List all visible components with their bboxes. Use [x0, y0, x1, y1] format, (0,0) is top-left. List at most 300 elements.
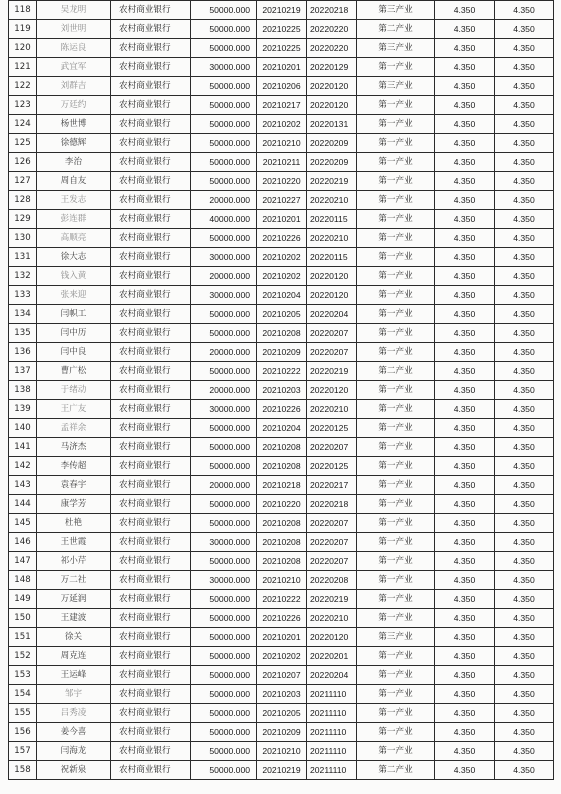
row-number-cell: 137: [9, 362, 37, 381]
interest-rate-cell: 4.350: [435, 20, 495, 39]
borrower-name-cell: 徐关: [37, 628, 111, 647]
industry-type-cell: 第一产业: [357, 495, 435, 514]
industry-type-cell: 第一产业: [357, 96, 435, 115]
end-date-cell: 20211110: [307, 761, 357, 780]
lender-bank-cell: 农村商业银行: [111, 704, 191, 723]
industry-type-cell: 第二产业: [357, 362, 435, 381]
industry-type-cell: 第二产业: [357, 761, 435, 780]
end-date-cell: 20220120: [307, 628, 357, 647]
interest-rate-cell: 4.350: [435, 39, 495, 58]
industry-type-cell: 第一产业: [357, 229, 435, 248]
lender-bank-cell: 农村商业银行: [111, 761, 191, 780]
table-row: [9, 590, 554, 609]
table-row: [9, 723, 554, 742]
row-number-cell: 144: [9, 495, 37, 514]
loan-amount-cell: 20000.000: [191, 191, 257, 210]
interest-rate-2-cell: 4.350: [495, 381, 554, 400]
interest-rate-2-cell: 4.350: [495, 723, 554, 742]
borrower-name-cell: 刘世明: [37, 20, 111, 39]
interest-rate-2-cell: 4.350: [495, 153, 554, 172]
table-row: [9, 533, 554, 552]
interest-rate-2-cell: 4.350: [495, 609, 554, 628]
start-date-cell: 20210208: [257, 438, 307, 457]
industry-type-cell: 第一产业: [357, 134, 435, 153]
table-row: [9, 381, 554, 400]
end-date-cell: 20220217: [307, 476, 357, 495]
loan-amount-cell: 50000.000: [191, 115, 257, 134]
interest-rate-2-cell: 4.350: [495, 96, 554, 115]
end-date-cell: 20220115: [307, 248, 357, 267]
row-number-cell: 130: [9, 229, 37, 248]
loan-table: [8, 0, 554, 780]
row-number-cell: 128: [9, 191, 37, 210]
industry-type-cell: 第一产业: [357, 476, 435, 495]
lender-bank-cell: 农村商业银行: [111, 229, 191, 248]
loan-amount-cell: 20000.000: [191, 476, 257, 495]
row-number-cell: 151: [9, 628, 37, 647]
table-row: [9, 248, 554, 267]
table-row: [9, 666, 554, 685]
start-date-cell: 20210208: [257, 457, 307, 476]
table-row: [9, 362, 554, 381]
lender-bank-cell: 农村商业银行: [111, 590, 191, 609]
lender-bank-cell: 农村商业银行: [111, 476, 191, 495]
start-date-cell: 20210201: [257, 58, 307, 77]
borrower-name-cell: 李治: [37, 153, 111, 172]
industry-type-cell: 第一产业: [357, 666, 435, 685]
interest-rate-cell: 4.350: [435, 77, 495, 96]
lender-bank-cell: 农村商业银行: [111, 685, 191, 704]
row-number-cell: 156: [9, 723, 37, 742]
lender-bank-cell: 农村商业银行: [111, 39, 191, 58]
end-date-cell: 20220219: [307, 362, 357, 381]
end-date-cell: 20220219: [307, 172, 357, 191]
interest-rate-2-cell: 4.350: [495, 552, 554, 571]
start-date-cell: 20210210: [257, 571, 307, 590]
lender-bank-cell: 农村商业银行: [111, 381, 191, 400]
interest-rate-2-cell: 4.350: [495, 20, 554, 39]
table-row: [9, 153, 554, 172]
borrower-name-cell: 杨世博: [37, 115, 111, 134]
loan-amount-cell: 50000.000: [191, 628, 257, 647]
interest-rate-cell: 4.350: [435, 514, 495, 533]
table-row: [9, 343, 554, 362]
end-date-cell: 20220209: [307, 134, 357, 153]
borrower-name-cell: 王发志: [37, 191, 111, 210]
table-row: [9, 495, 554, 514]
lender-bank-cell: 农村商业银行: [111, 495, 191, 514]
borrower-name-cell: 吴龙明: [37, 1, 111, 20]
industry-type-cell: 第一产业: [357, 704, 435, 723]
loan-amount-cell: 50000.000: [191, 172, 257, 191]
interest-rate-cell: 4.350: [435, 704, 495, 723]
lender-bank-cell: 农村商业银行: [111, 343, 191, 362]
end-date-cell: 20220207: [307, 552, 357, 571]
interest-rate-cell: 4.350: [435, 590, 495, 609]
loan-amount-cell: 50000.000: [191, 362, 257, 381]
loan-amount-cell: 40000.000: [191, 210, 257, 229]
row-number-cell: 133: [9, 286, 37, 305]
lender-bank-cell: 农村商业银行: [111, 77, 191, 96]
industry-type-cell: 第一产业: [357, 723, 435, 742]
start-date-cell: 20210220: [257, 495, 307, 514]
table-row: [9, 191, 554, 210]
interest-rate-cell: 4.350: [435, 761, 495, 780]
industry-type-cell: 第一产业: [357, 742, 435, 761]
interest-rate-cell: 4.350: [435, 1, 495, 20]
end-date-cell: 20220207: [307, 438, 357, 457]
borrower-name-cell: 闫帜工: [37, 305, 111, 324]
interest-rate-2-cell: 4.350: [495, 58, 554, 77]
interest-rate-cell: 4.350: [435, 609, 495, 628]
start-date-cell: 20210222: [257, 590, 307, 609]
interest-rate-cell: 4.350: [435, 419, 495, 438]
borrower-name-cell: 袁春宇: [37, 476, 111, 495]
industry-type-cell: 第一产业: [357, 248, 435, 267]
table-row: [9, 286, 554, 305]
borrower-name-cell: 闫中良: [37, 343, 111, 362]
start-date-cell: 20210227: [257, 191, 307, 210]
start-date-cell: 20210210: [257, 134, 307, 153]
industry-type-cell: 第一产业: [357, 685, 435, 704]
borrower-name-cell: 闫海龙: [37, 742, 111, 761]
borrower-name-cell: 彭连群: [37, 210, 111, 229]
industry-type-cell: 第一产业: [357, 590, 435, 609]
row-number-cell: 118: [9, 1, 37, 20]
interest-rate-2-cell: 4.350: [495, 628, 554, 647]
row-number-cell: 143: [9, 476, 37, 495]
loan-amount-cell: 20000.000: [191, 267, 257, 286]
end-date-cell: 20220125: [307, 457, 357, 476]
start-date-cell: 20210226: [257, 609, 307, 628]
interest-rate-2-cell: 4.350: [495, 305, 554, 324]
table-row: [9, 571, 554, 590]
borrower-name-cell: 高顺亮: [37, 229, 111, 248]
industry-type-cell: 第一产业: [357, 286, 435, 305]
end-date-cell: 20220208: [307, 571, 357, 590]
loan-amount-cell: 50000.000: [191, 590, 257, 609]
row-number-cell: 124: [9, 115, 37, 134]
lender-bank-cell: 农村商业银行: [111, 191, 191, 210]
row-number-cell: 126: [9, 153, 37, 172]
row-number-cell: 134: [9, 305, 37, 324]
interest-rate-cell: 4.350: [435, 96, 495, 115]
table-row: [9, 210, 554, 229]
start-date-cell: 20210208: [257, 324, 307, 343]
row-number-cell: 149: [9, 590, 37, 609]
loan-amount-cell: 50000.000: [191, 419, 257, 438]
interest-rate-2-cell: 4.350: [495, 457, 554, 476]
row-number-cell: 157: [9, 742, 37, 761]
lender-bank-cell: 农村商业银行: [111, 267, 191, 286]
loan-amount-cell: 50000.000: [191, 666, 257, 685]
table-row: [9, 1, 554, 20]
start-date-cell: 20210202: [257, 647, 307, 666]
start-date-cell: 20210206: [257, 77, 307, 96]
loan-amount-cell: 50000.000: [191, 153, 257, 172]
table-row: [9, 134, 554, 153]
row-number-cell: 142: [9, 457, 37, 476]
row-number-cell: 148: [9, 571, 37, 590]
lender-bank-cell: 农村商业银行: [111, 723, 191, 742]
row-number-cell: 140: [9, 419, 37, 438]
lender-bank-cell: 农村商业银行: [111, 571, 191, 590]
interest-rate-cell: 4.350: [435, 324, 495, 343]
lender-bank-cell: 农村商业银行: [111, 438, 191, 457]
end-date-cell: 20220218: [307, 1, 357, 20]
loan-amount-cell: 50000.000: [191, 647, 257, 666]
start-date-cell: 20210217: [257, 96, 307, 115]
interest-rate-2-cell: 4.350: [495, 761, 554, 780]
row-number-cell: 120: [9, 39, 37, 58]
start-date-cell: 20210202: [257, 248, 307, 267]
start-date-cell: 20210204: [257, 286, 307, 305]
borrower-name-cell: 万延润: [37, 590, 111, 609]
borrower-name-cell: 陈运良: [37, 39, 111, 58]
row-number-cell: 136: [9, 343, 37, 362]
industry-type-cell: 第一产业: [357, 324, 435, 343]
interest-rate-cell: 4.350: [435, 628, 495, 647]
interest-rate-cell: 4.350: [435, 400, 495, 419]
loan-amount-cell: 50000.000: [191, 495, 257, 514]
lender-bank-cell: 农村商业银行: [111, 514, 191, 533]
interest-rate-cell: 4.350: [435, 647, 495, 666]
end-date-cell: 20220120: [307, 267, 357, 286]
interest-rate-2-cell: 4.350: [495, 666, 554, 685]
loan-amount-cell: 50000.000: [191, 324, 257, 343]
lender-bank-cell: 农村商业银行: [111, 552, 191, 571]
borrower-name-cell: 邹宇: [37, 685, 111, 704]
interest-rate-cell: 4.350: [435, 305, 495, 324]
borrower-name-cell: 姜今喜: [37, 723, 111, 742]
table-row: [9, 476, 554, 495]
lender-bank-cell: 农村商业银行: [111, 400, 191, 419]
borrower-name-cell: 马济杰: [37, 438, 111, 457]
start-date-cell: 20210202: [257, 115, 307, 134]
table-row: [9, 552, 554, 571]
industry-type-cell: 第一产业: [357, 533, 435, 552]
borrower-name-cell: 周自友: [37, 172, 111, 191]
start-date-cell: 20210210: [257, 742, 307, 761]
borrower-name-cell: 万廷约: [37, 96, 111, 115]
interest-rate-cell: 4.350: [435, 229, 495, 248]
end-date-cell: 20211110: [307, 723, 357, 742]
loan-amount-cell: 50000.000: [191, 552, 257, 571]
lender-bank-cell: 农村商业银行: [111, 115, 191, 134]
end-date-cell: 20220210: [307, 609, 357, 628]
interest-rate-cell: 4.350: [435, 495, 495, 514]
loan-amount-cell: 50000.000: [191, 229, 257, 248]
industry-type-cell: 第一产业: [357, 400, 435, 419]
loan-amount-cell: 50000.000: [191, 723, 257, 742]
interest-rate-2-cell: 4.350: [495, 362, 554, 381]
interest-rate-2-cell: 4.350: [495, 343, 554, 362]
loan-table-body: [9, 1, 554, 780]
loan-amount-cell: 50000.000: [191, 438, 257, 457]
loan-amount-cell: 30000.000: [191, 248, 257, 267]
lender-bank-cell: 农村商业银行: [111, 609, 191, 628]
industry-type-cell: 第三产业: [357, 628, 435, 647]
industry-type-cell: 第一产业: [357, 305, 435, 324]
interest-rate-2-cell: 4.350: [495, 248, 554, 267]
row-number-cell: 125: [9, 134, 37, 153]
industry-type-cell: 第三产业: [357, 77, 435, 96]
industry-type-cell: 第一产业: [357, 457, 435, 476]
start-date-cell: 20210208: [257, 552, 307, 571]
lender-bank-cell: 农村商业银行: [111, 305, 191, 324]
table-row: [9, 172, 554, 191]
loan-amount-cell: 50000.000: [191, 96, 257, 115]
end-date-cell: 20220207: [307, 343, 357, 362]
interest-rate-cell: 4.350: [435, 742, 495, 761]
interest-rate-cell: 4.350: [435, 191, 495, 210]
start-date-cell: 20210208: [257, 514, 307, 533]
end-date-cell: 20220210: [307, 400, 357, 419]
borrower-name-cell: 武宜军: [37, 58, 111, 77]
interest-rate-cell: 4.350: [435, 153, 495, 172]
industry-type-cell: 第一产业: [357, 381, 435, 400]
start-date-cell: 20210203: [257, 685, 307, 704]
start-date-cell: 20210204: [257, 419, 307, 438]
borrower-name-cell: 张来迎: [37, 286, 111, 305]
loan-amount-cell: 50000.000: [191, 39, 257, 58]
loan-amount-cell: 50000.000: [191, 20, 257, 39]
loan-amount-cell: 50000.000: [191, 1, 257, 20]
end-date-cell: 20220125: [307, 419, 357, 438]
interest-rate-2-cell: 4.350: [495, 533, 554, 552]
interest-rate-2-cell: 4.350: [495, 39, 554, 58]
interest-rate-cell: 4.350: [435, 248, 495, 267]
interest-rate-cell: 4.350: [435, 362, 495, 381]
row-number-cell: 139: [9, 400, 37, 419]
end-date-cell: 20220120: [307, 381, 357, 400]
lender-bank-cell: 农村商业银行: [111, 134, 191, 153]
loan-amount-cell: 30000.000: [191, 571, 257, 590]
industry-type-cell: 第三产业: [357, 39, 435, 58]
lender-bank-cell: 农村商业银行: [111, 210, 191, 229]
start-date-cell: 20210202: [257, 267, 307, 286]
table-row: [9, 115, 554, 134]
interest-rate-2-cell: 4.350: [495, 495, 554, 514]
loan-amount-cell: 50000.000: [191, 134, 257, 153]
interest-rate-2-cell: 4.350: [495, 742, 554, 761]
borrower-name-cell: 王广友: [37, 400, 111, 419]
start-date-cell: 20210211: [257, 153, 307, 172]
interest-rate-cell: 4.350: [435, 476, 495, 495]
interest-rate-2-cell: 4.350: [495, 229, 554, 248]
start-date-cell: 20210219: [257, 1, 307, 20]
end-date-cell: 20220120: [307, 77, 357, 96]
borrower-name-cell: 钱入黄: [37, 267, 111, 286]
end-date-cell: 20220201: [307, 647, 357, 666]
borrower-name-cell: 王建波: [37, 609, 111, 628]
row-number-cell: 150: [9, 609, 37, 628]
lender-bank-cell: 农村商业银行: [111, 248, 191, 267]
start-date-cell: 20210219: [257, 761, 307, 780]
interest-rate-2-cell: 4.350: [495, 476, 554, 495]
interest-rate-cell: 4.350: [435, 552, 495, 571]
industry-type-cell: 第一产业: [357, 609, 435, 628]
table-row: [9, 305, 554, 324]
end-date-cell: 20220204: [307, 305, 357, 324]
borrower-name-cell: 王运峰: [37, 666, 111, 685]
row-number-cell: 158: [9, 761, 37, 780]
row-number-cell: 147: [9, 552, 37, 571]
lender-bank-cell: 农村商业银行: [111, 457, 191, 476]
lender-bank-cell: 农村商业银行: [111, 742, 191, 761]
interest-rate-2-cell: 4.350: [495, 286, 554, 305]
industry-type-cell: 第一产业: [357, 58, 435, 77]
loan-amount-cell: 50000.000: [191, 704, 257, 723]
borrower-name-cell: 祝新泉: [37, 761, 111, 780]
row-number-cell: 129: [9, 210, 37, 229]
interest-rate-2-cell: 4.350: [495, 419, 554, 438]
table-row: [9, 438, 554, 457]
industry-type-cell: 第二产业: [357, 20, 435, 39]
interest-rate-2-cell: 4.350: [495, 267, 554, 286]
table-row: [9, 761, 554, 780]
borrower-name-cell: 王世霞: [37, 533, 111, 552]
start-date-cell: 20210203: [257, 381, 307, 400]
row-number-cell: 145: [9, 514, 37, 533]
lender-bank-cell: 农村商业银行: [111, 96, 191, 115]
industry-type-cell: 第一产业: [357, 571, 435, 590]
end-date-cell: 20220207: [307, 324, 357, 343]
end-date-cell: 20220219: [307, 590, 357, 609]
start-date-cell: 20210222: [257, 362, 307, 381]
end-date-cell: 20220210: [307, 229, 357, 248]
start-date-cell: 20210201: [257, 210, 307, 229]
interest-rate-cell: 4.350: [435, 115, 495, 134]
row-number-cell: 152: [9, 647, 37, 666]
interest-rate-2-cell: 4.350: [495, 590, 554, 609]
interest-rate-cell: 4.350: [435, 571, 495, 590]
borrower-name-cell: 徐大志: [37, 248, 111, 267]
interest-rate-2-cell: 4.350: [495, 134, 554, 153]
loan-amount-cell: 30000.000: [191, 533, 257, 552]
borrower-name-cell: 刘群吉: [37, 77, 111, 96]
row-number-cell: 121: [9, 58, 37, 77]
borrower-name-cell: 李传超: [37, 457, 111, 476]
row-number-cell: 119: [9, 20, 37, 39]
interest-rate-2-cell: 4.350: [495, 191, 554, 210]
interest-rate-cell: 4.350: [435, 58, 495, 77]
table-row: [9, 685, 554, 704]
lender-bank-cell: 农村商业银行: [111, 362, 191, 381]
start-date-cell: 20210225: [257, 20, 307, 39]
interest-rate-2-cell: 4.350: [495, 685, 554, 704]
loan-amount-cell: 30000.000: [191, 286, 257, 305]
industry-type-cell: 第一产业: [357, 191, 435, 210]
row-number-cell: 154: [9, 685, 37, 704]
loan-amount-cell: 50000.000: [191, 305, 257, 324]
borrower-name-cell: 康学芳: [37, 495, 111, 514]
start-date-cell: 20210208: [257, 533, 307, 552]
interest-rate-cell: 4.350: [435, 666, 495, 685]
row-number-cell: 141: [9, 438, 37, 457]
start-date-cell: 20210218: [257, 476, 307, 495]
loan-amount-cell: 50000.000: [191, 742, 257, 761]
interest-rate-2-cell: 4.350: [495, 647, 554, 666]
table-row: [9, 324, 554, 343]
end-date-cell: 20211110: [307, 742, 357, 761]
interest-rate-cell: 4.350: [435, 267, 495, 286]
end-date-cell: 20220115: [307, 210, 357, 229]
borrower-name-cell: 闫中历: [37, 324, 111, 343]
industry-type-cell: 第一产业: [357, 552, 435, 571]
loan-amount-cell: 50000.000: [191, 761, 257, 780]
lender-bank-cell: 农村商业银行: [111, 286, 191, 305]
